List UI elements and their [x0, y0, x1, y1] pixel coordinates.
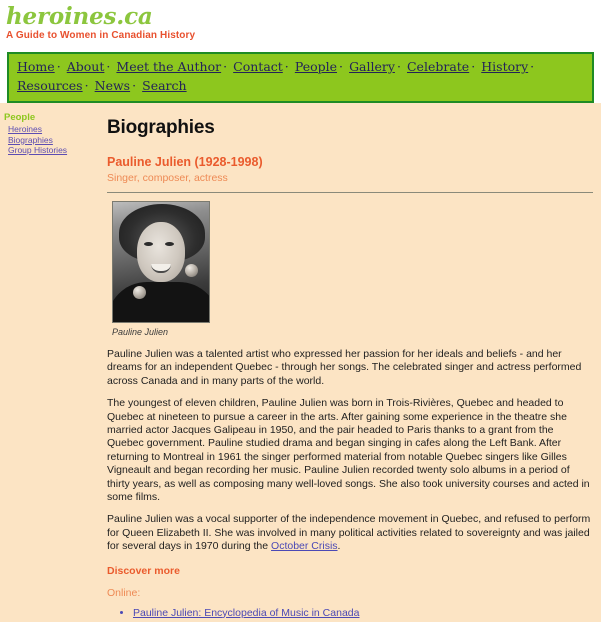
- nav-item-meet-the-author[interactable]: Meet the Author: [116, 59, 222, 74]
- portrait-block: [112, 201, 210, 338]
- biography-paragraph-3: [107, 513, 593, 553]
- sidebar-heading-people: People: [4, 112, 36, 123]
- main-content: [95, 103, 601, 622]
- biography-paragraph-1: Pauline Julien was a talented artist who expressed her passion for her ideals and beliefs - and her dreams for an independent Quebec - through her songs. The celebrated singer and actress performed across Canada and in many parts of the world.: [107, 348, 582, 387]
- nav-separator: ·: [339, 59, 343, 74]
- nav-item-people[interactable]: People: [294, 59, 338, 74]
- site-masthead: [0, 0, 601, 45]
- portrait-earring-left: [133, 286, 146, 299]
- nav-item-celebrate[interactable]: Celebrate: [406, 59, 470, 74]
- sidebar-item-biographies[interactable]: Biographies: [8, 134, 53, 145]
- nav-separator: ·: [530, 59, 535, 74]
- portrait-photo: [112, 201, 210, 323]
- nav-separator: ·: [84, 78, 89, 93]
- nav-separator: ·: [106, 59, 111, 74]
- october-crisis-link[interactable]: October Crisis: [271, 540, 338, 553]
- page-body: [0, 103, 601, 622]
- nav-separator: ·: [396, 59, 401, 74]
- sidebar-item-group-histories[interactable]: Group Histories: [8, 145, 68, 155]
- online-links-list: [107, 606, 593, 620]
- portrait-eye-right: [165, 242, 174, 246]
- nav-item-about[interactable]: About: [66, 59, 105, 74]
- biography-paragraph-2: The youngest of eleven children, Pauline Julien was born in Trois-Rivières, Quebec and headed to Quebec at nineteen to pursue a career in the arts. After gaining some experience in the theatre she married actor Jacques Galipeau in 1950, and the pair headed to Paris thanks to a grant from the Quebec government. Pauline studied drama and began singing in cafes along the Left Bank. After returning to Montreal in 1961 the singer performed material from notable Quebec singers like Gilles Vigneault and began recording her music. Pauline Julien recorded twenty solo albums in a period of thirty years, as well as composing many well-loved songs. She also took university courses and acted in some films.: [107, 397, 590, 504]
- nav-item-resources[interactable]: Resources: [17, 78, 83, 93]
- online-label: Online:: [107, 586, 141, 599]
- site-logo[interactable]: heroines.ca: [6, 3, 153, 30]
- nav-separator: ·: [56, 59, 61, 74]
- sidebar-item-heroines[interactable]: Heroines: [8, 124, 43, 134]
- online-link-encyclopedia-of-music[interactable]: Pauline Julien: Encyclopedia of Music in Canada: [133, 606, 360, 619]
- portrait-caption: Pauline Julien: [112, 327, 169, 337]
- portrait-earring-right: [185, 264, 198, 277]
- main-navigation: [7, 52, 594, 103]
- nav-item-news[interactable]: News: [94, 78, 131, 93]
- page-title: Biographies: [107, 117, 215, 138]
- nav-separator: ·: [132, 78, 137, 93]
- nav-separator: ·: [223, 59, 228, 74]
- nav-separator: ·: [471, 59, 476, 74]
- nav-item-history[interactable]: History: [481, 59, 529, 74]
- site-tagline: A Guide to Women in Canadian History: [6, 30, 196, 41]
- sidebar: [0, 103, 95, 156]
- nav-item-gallery[interactable]: Gallery: [349, 59, 395, 74]
- nav-item-search[interactable]: Search: [142, 78, 187, 93]
- list-item: [133, 606, 593, 620]
- paragraph-3-text-before: Pauline Julien was a vocal supporter of the independence movement in Quebec, and refused to perform for Queen Elizabeth II. She was involved in many political activities related to sovereignty and was jailed for several days in 1970 during the: [107, 513, 591, 553]
- portrait-face: [137, 222, 185, 282]
- paragraph-3-text-after: .: [337, 540, 341, 553]
- nav-separator: ·: [284, 59, 289, 74]
- biography-name: Pauline Julien (1928-1998): [107, 155, 263, 169]
- discover-more-heading: Discover more: [107, 564, 180, 577]
- section-divider: [107, 192, 593, 193]
- biography-role: Singer, composer, actress: [107, 172, 228, 184]
- portrait-shoulders: [112, 282, 210, 322]
- nav-item-home[interactable]: Home: [17, 59, 55, 74]
- portrait-eye-left: [144, 242, 153, 246]
- nav-item-contact[interactable]: Contact: [233, 59, 283, 74]
